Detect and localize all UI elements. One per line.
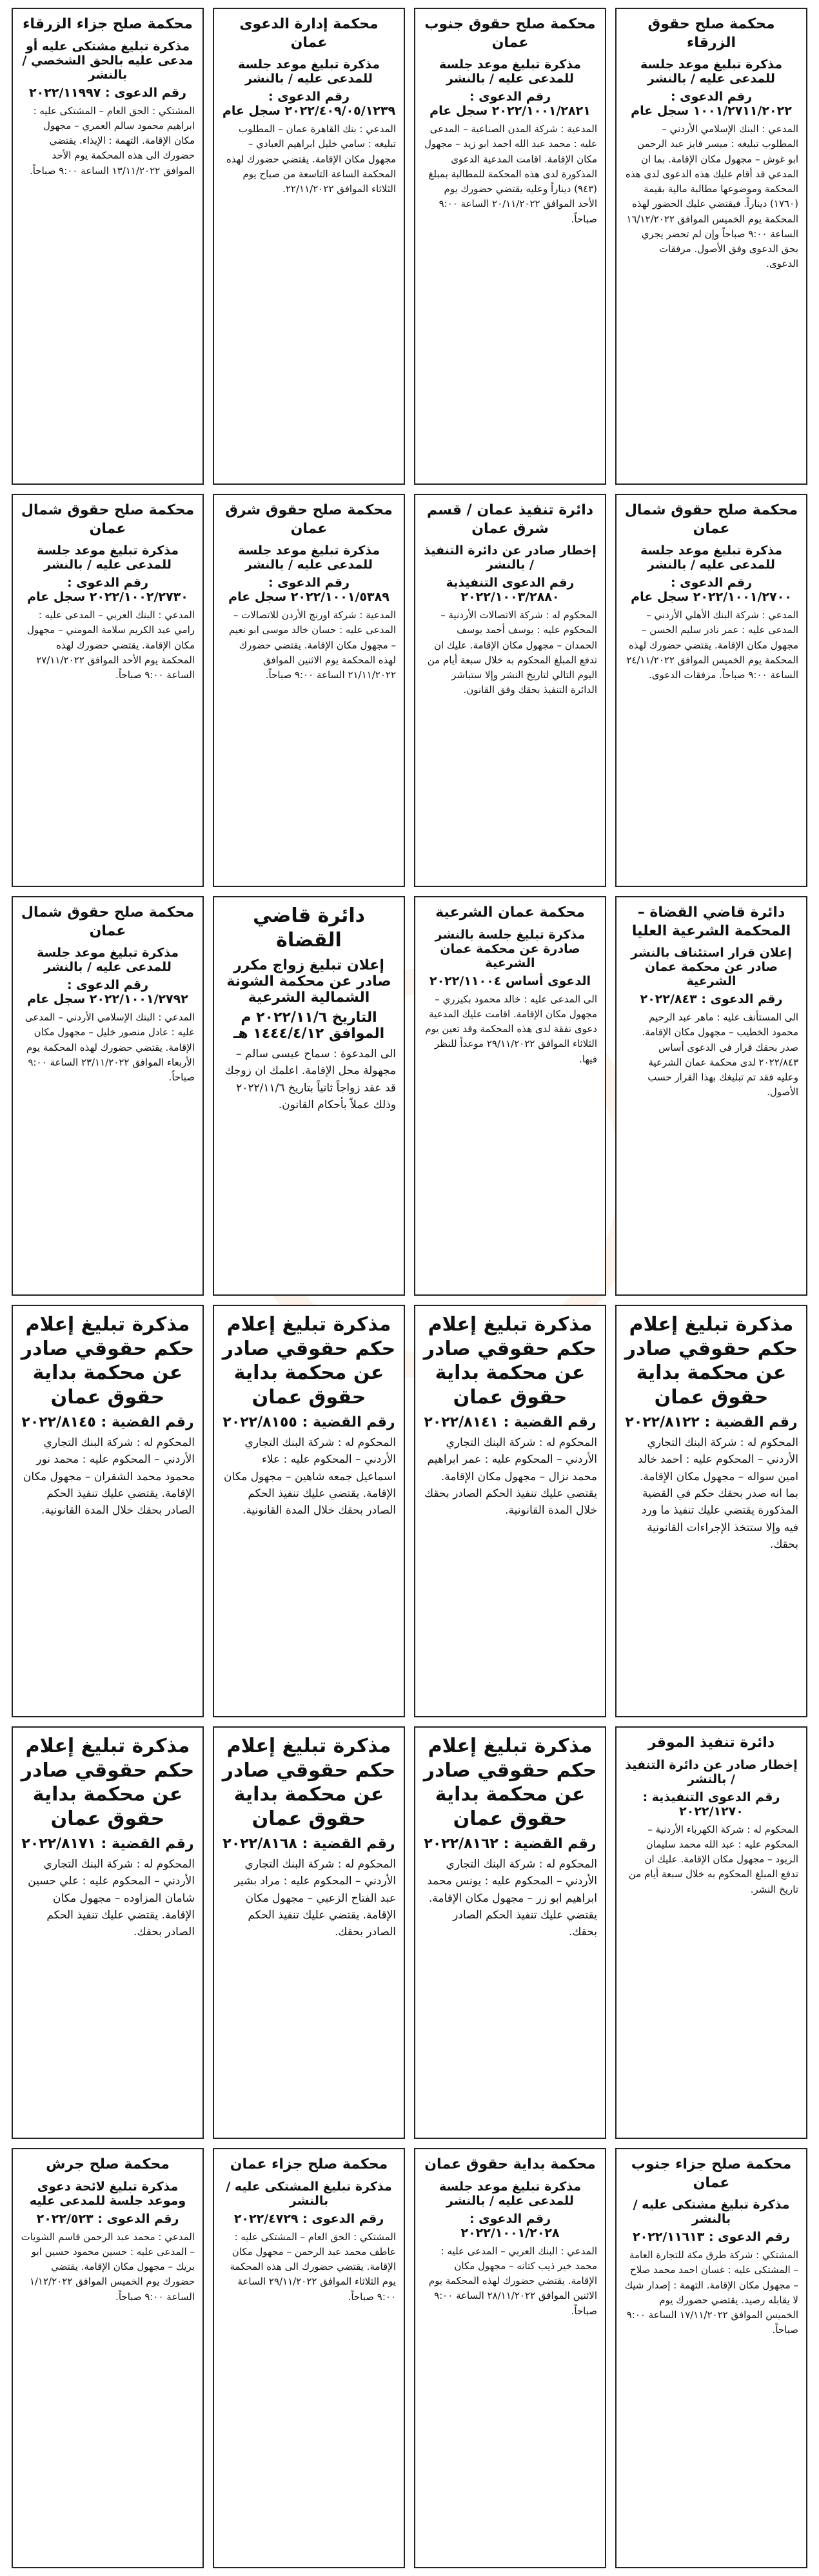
notice-body: المحكوم له : شركة الاتصالات الأردنية – المحكوم عليه : يوسف أحمد يوسف الحمدان – مجهول مكان الإقامة. عليك ان تدفع المبلغ المحكوم به خلال سبعة أيام من اليوم التالي لتاريخ النشر وإلا ستباشر الدائرة التنفيذ بحقك وفق القانون. <box>427 609 597 696</box>
notice-case-number: رقم الدعوى : ٢٠٢٢/٤٠٩/٠٥/١٢٣٩ سجل عام <box>222 90 396 119</box>
notice-court: مذكرة تبليغ إعلام حكم حقوقي صادر عن محكمة بداية حقوق عمان <box>624 1313 798 1409</box>
notice-body: المحكوم له : شركة البنك التجاري الأردني – المحكوم عليه : يونس محمد ابراهيم ابو زر – مجهول مكان الإقامة. يقتضي عليك تنفيذ الحكم الصادر بحقك. <box>427 1858 597 1939</box>
notice-body: المحكوم له : شركة البنك التجاري الأردني – المحكوم عليه : علاء اسماعيل جمعه شاهين – مجهول مكان الإقامة. يقتضي عليك تنفيذ الحكم الصادر بحقك خلال المدة القانونية. <box>224 1436 396 1517</box>
notice-court: محكمة صلح حقوق شمال عمان <box>21 904 195 939</box>
notice-court: مذكرة تبليغ إعلام حكم حقوقي صادر عن محكمة بداية حقوق عمان <box>21 1313 195 1409</box>
notice-court: محكمة صلح جزاء جنوب عمان <box>631 2156 792 2191</box>
notice-case-number: رقم الدعوى : ١٠٠١/٢٧١١/٢٠٢٢ سجل عام <box>631 90 792 119</box>
notice-title: مذكرة تبليغ موعد جلسة للمدعى عليه / بالنشر <box>37 946 179 975</box>
legal-notice <box>414 896 606 1296</box>
notice-court: مذكرة تبليغ إعلام حكم حقوقي صادر عن محكمة بداية حقوق عمان <box>222 1735 396 1830</box>
legal-notice <box>213 8 405 485</box>
legal-notice <box>213 1305 405 1717</box>
notice-title: مذكرة تبليغ موعد جلسة للمدعى عليه / بالنشر <box>238 57 380 86</box>
notice-case-number: رقم القضية : ٢٠٢٢/٨١٦٨ <box>222 1836 395 1852</box>
notice-body: المحكوم له : شركة البنك التجاري الأردني – المحكوم عليه : محمد نور محمود محمد الشقران – مجهول مكان الإقامة. يقتضي عليك تنفيذ الحكم الصادر بحقك خلال المدة القانونية. <box>23 1436 195 1517</box>
notice-title: مذكرة تبليغ موعد جلسة للمدعى عليه / بالنشر <box>439 57 581 86</box>
legal-notice <box>213 2148 405 2568</box>
notice-body: المدعي : شركة البنك الأهلي الأردني – المدعى عليه : عمر نادر سليم الحسن – مجهول مكان الإقامة. يقتضي حضورك لهذه المحكمة يوم الخميس الموافق ٢٤/١١/٢٠٢٢ الساعة ٩:٠٠ صباحاً. مرفقات الدعوى. <box>626 609 798 681</box>
notice-title: مذكرة تبليغ موعد جلسة للمدعى عليه / بالنشر <box>640 543 782 572</box>
notice-title: إعلان قرار استئناف بالنشر صادر عن محكمة عمان الشرعية <box>631 946 792 989</box>
notice-court: محكمة صلح جزاء الزرقاء <box>23 16 193 32</box>
notice-court: دائرة تنفيذ الموقر <box>647 1735 775 1751</box>
notice-court: مذكرة تبليغ إعلام حكم حقوقي صادر عن محكمة بداية حقوق عمان <box>21 1735 195 1830</box>
legal-notice <box>414 1726 606 2139</box>
notice-title: مذكرة تبليغ موعد جلسة للمدعى عليه / بالنشر <box>37 543 179 572</box>
notice-body: المشتكي : شركة طرق مكة للتجارة العامة – المشتكى عليه : غسان احمد محمد صلاح – مجهول مكان الإقامة. التهمة : إصدار شيك لا يقابله رصيد. يقتضي حضورك يوم الخميس الموافق ١٧/١١/٢٠٢٢ الساعة ٩:٠٠ صباحاً. <box>624 2249 798 2336</box>
notice-case-number: رقم الدعوى : ٢٠٢٢/١١٦١٣ <box>633 2230 790 2245</box>
notice-case-number: رقم الدعوى : ٢٠٢٢/١٠٠١/٢٧٠٠ سجل عام <box>631 576 792 605</box>
notice-case-number: رقم الدعوى : ٢٠٢٢/١٠٠١/٢٠٢٨ <box>460 2211 560 2240</box>
legal-notice <box>615 1305 807 1717</box>
notice-court: دائرة قاضي القضاة – المحكمة الشرعية العليا <box>631 904 791 939</box>
notice-court: محكمة صلح حقوق جنوب عمان <box>424 16 596 51</box>
legal-notice <box>213 896 405 1296</box>
notice-case-number: رقم الدعوى : ٢٠٢٢/١١٩٩٧ <box>29 85 186 100</box>
legal-notice <box>615 896 807 1296</box>
notice-case-number: رقم القضية : ٢٠٢٢/٨١٢٢ <box>625 1414 798 1430</box>
notice-body: المدعي : البنك الإسلامي الأردني – المطلوب تبليغه : ميسر فايز عبد الرحمن ابو غوش – مجهول مكان الإقامة. بما ان المدعي قد أقام عليك هذه الدعوى لدى هذه المحكمة وموضوعها مطالبة مالية بقيمة (١٧٦٠) ديناراً. فيقتضي عليك الحضور لهذه المحكمة يوم الخميس الموافق ١٦/١٢/٢٠٢٢ الساعة ٩:٠٠ صباحاً وإن لم تحضر يجري بحق الدعوى وفق الأصول. مرفقات الدعوى. <box>626 123 798 270</box>
notice-title: مذكرة تبليغ مشتكى عليه أو مدعى عليه بالحق الشخصي / بالنشر <box>22 39 193 82</box>
legal-notice <box>12 8 204 485</box>
notice-case-number: رقم الدعوى : ٢٠٢٢/٨٤٣ <box>640 992 783 1007</box>
notice-court: محكمة صلح جزاء عمان <box>230 2156 388 2172</box>
legal-notice <box>414 494 606 887</box>
legal-notice <box>12 2148 204 2568</box>
legal-notice <box>12 494 204 887</box>
legal-notice <box>615 494 807 887</box>
notice-title: مذكرة تبليغ موعد جلسة للمدعى عليه / بالنشر <box>238 543 380 572</box>
notice-case-number: رقم القضية : ٢٠٢٢/٨١٧١ <box>21 1836 194 1852</box>
notice-case-number: رقم القضية : ٢٠٢٢/٨١٤٥ <box>21 1414 194 1430</box>
legal-notice <box>414 1305 606 1717</box>
notice-body: المحكوم له : شركة الكهرباء الأردنية – المحكوم عليه : عبد الله محمد سليمان الزيود – مجهول مكان الإقامة. عليك ان تدفع المبلغ المحكوم به خلال سبعة أيام من تاريخ النشر. <box>628 1823 798 1895</box>
notice-title: إعلان تبليغ زواج مكرر صادر عن محكمة الشونة الشمالية الشرعية <box>226 957 391 1006</box>
notice-court: محكمة صلح حقوق شرق عمان <box>225 502 393 537</box>
notice-case-number: رقم الدعوى التنفيذية ٢٠٢٢/١٠٠٣/٢٨٨٠ <box>446 576 575 605</box>
notice-title: مذكرة تبليغ مشتكى عليه / بالنشر <box>633 2198 790 2227</box>
notice-court: محكمة صلح جرش <box>46 2156 170 2172</box>
legal-notice <box>12 896 204 1296</box>
legal-notice <box>615 1726 807 2139</box>
notice-body: الى المستأنف عليه : ماهر عبد الرحيم محمود الخطيب – مجهول مكان الإقامة. صدر بحقك قرار في الدعوى أساس ٢٠٢٢/٨٤٣ لدى محكمة عمان الشرعية وعليه فقد تم تبليغك بهذا القرار حسب الأصول. <box>642 1011 798 1098</box>
notice-case-number: رقم القضية : ٢٠٢٢/٨١٤١ <box>424 1414 597 1430</box>
notice-body: المحكوم له : شركة البنك التجاري الأردني – المحكوم عليه : علي حسين شامان المزاوده – مجهول مكان الإقامة. يقتضي عليك تنفيذ الحكم الصادر بحقك. <box>28 1858 195 1939</box>
notice-body: المدعي : محمد عبد الرحمن قاسم الشويات – المدعى عليه : حسين محمود حسين ابو بريك – مجهول مكان الإقامة. يقتضي حضورك يوم الخميس الموافق ١/١٢/٢٠٢٢ الساعة ٩:٠٠ صباحاً. <box>21 2230 195 2303</box>
notice-body: المدعي : البنك العربي – المدعى عليه : رامي عبد الكريم سلامة المومني – مجهول مكان الإقامة. يقتضي حضورك لهذه المحكمة يوم الأحد الموافق ٢٧/١١/٢٠٢٢ الساعة ٩:٠٠ صباحاً. <box>27 609 195 681</box>
legal-notice <box>213 1726 405 2139</box>
notice-court: محكمة صلح حقوق الزرقاء <box>647 16 775 51</box>
notice-case-number: رقم القضية : ٢٠٢٢/٨١٦٢ <box>424 1836 597 1852</box>
notice-body: المدعي : البنك الإسلامي الأردني – المدعى عليه : عادل منصور خليل – مجهول مكان الإقامة. يقتضي حضورك لهذه المحكمة يوم الأربعاء الموافق ٢٣/١١/٢٠٢٢ الساعة ٩:٠٠ صباحاً. <box>25 1011 195 1084</box>
notice-court: مذكرة تبليغ إعلام حكم حقوقي صادر عن محكمة بداية حقوق عمان <box>423 1735 597 1830</box>
legal-notice <box>414 2148 606 2568</box>
notice-body: المحكوم له : شركة البنك التجاري الأردني – المحكوم عليه : مراد بشير عبد الفتاح الزعبي – مجهول مكان الإقامة. يقتضي عليك تنفيذ الحكم الصادر بحقك. <box>234 1858 396 1939</box>
notice-case-number: الدعوى أساس ٢٠٢٢/١١٠٠٤ <box>429 973 591 988</box>
notice-court: محكمة صلح حقوق شمال عمان <box>624 502 798 537</box>
notice-title: مذكرة تبليغ موعد جلسة للمدعى عليه / بالنشر <box>640 57 782 86</box>
notice-court: محكمة صلح حقوق شمال عمان <box>21 502 195 537</box>
notice-title: مذكرة تبليغ المشتكى عليه / بالنشر <box>226 2179 392 2208</box>
notice-court: محكمة بداية حقوق عمان <box>424 2156 596 2172</box>
notice-body: الى المدعى عليه : خالد محمود بكيزري – مجهول مكان الإقامة. اقامت عليك المدعية دعوى نفقة لدى هذه المحكمة وقد تعين يوم الثلاثاء الموافق ٢٩/١١/٢٠٢٢ موعداً للنظر فيها. <box>425 993 597 1065</box>
notice-body: المدعية : شركة المدن الصناعية – المدعى عليه : محمد عبد الله احمد ابو زيد – مجهول مكان الإقامة. اقامت المدعية الدعوى المذكورة لدى هذه المحكمة للمطالبة بمبلغ (٩٤٣) ديناراً وعليه يقتضي حضورك يوم الأحد الموافق ٢٠/١١/٢٠٢٢ الساعة ٩:٠٠ صباحاً. <box>424 123 597 225</box>
notice-body: المشتكي : الحق العام – المشتكى عليه : ابراهيم محمود سالم العمري – مجهول مكان الإقامة. التهمة : الإيذاء. يقتضي حضورك الى هذه المحكمة يوم الأحد الموافق ١٣/١١/٢٠٢٢ الساعة ٩:٠٠ صباحاً. <box>29 104 195 177</box>
notice-body: المحكوم له : شركة البنك التجاري الأردني – المحكوم عليه : احمد خالد امين سواله – مجهول مكان الإقامة. بما انه صدر بحقك حكم في القضية المذكورة يقتضي عليك تنفيذ ما ورد فيه وإلا ستتخذ الإجراءات القانونية بحقك. <box>638 1436 798 1552</box>
notice-court: محكمة إدارة الدعوى عمان <box>239 16 379 51</box>
notice-case-number: رقم الدعوى : ٢٠٢٢/١٠٠١/٥٣٨٩ سجل عام <box>228 576 390 605</box>
notice-case-number: رقم الدعوى : ٢٠٢٢/١٠٠١/٢٨٢١ سجل عام <box>429 90 591 119</box>
notice-title: مذكرة تبليغ موعد جلسة للمدعى عليه / بالنشر <box>439 2179 581 2208</box>
notice-court: مذكرة تبليغ إعلام حكم حقوقي صادر عن محكمة بداية حقوق عمان <box>222 1313 396 1409</box>
notice-case-number: التاريخ ٢٠٢٢/١١/٦ م الموافق ١٤٤٤/٤/١٢ هـ <box>233 1010 385 1042</box>
notice-title: مذكرة تبليغ جلسة بالنشر صادرة عن محكمة عمان الشرعية <box>435 927 586 970</box>
notice-title: مذكرة تبليغ لائحة دعوى وموعد جلسة للمدعى عليه <box>29 2179 186 2208</box>
notice-case-number: رقم الدعوى : ٢٠٢٢/١٠٠١/٢٧٩٢ سجل عام <box>27 978 188 1007</box>
notice-body: المحكوم له : شركة البنك التجاري الأردني – المحكوم عليه : عمر ابراهيم محمد نزال – مجهول مكان الإقامة. يقتضي عليك تنفيذ الحكم الصادر بحقك خلال المدة القانونية. <box>424 1436 597 1517</box>
notice-body: الى المدعوة : سماح عيسى سالم – مجهولة محل الإقامة. اعلمك ان زوجك قد عقد زواجاً ثانياً بتاريخ ٢٠٢٢/١١/٦ وذلك عملاً بأحكام القانون. <box>224 1048 396 1112</box>
legal-notice <box>12 1305 204 1717</box>
notice-court: مذكرة تبليغ إعلام حكم حقوقي صادر عن محكمة بداية حقوق عمان <box>423 1313 597 1409</box>
notice-court: محكمة عمان الشرعية <box>435 904 585 921</box>
notice-court: دائرة قاضي القضاة <box>252 904 365 951</box>
notice-body: المدعي : بنك القاهرة عمان – المطلوب تبليغه : سامي خليل ابراهيم العبادي – مجهول مكان الإقامة. يقتضي حضورك لهذه المحكمة الساعة التاسعة من صباح يوم الثلاثاء الموافق ٢٢/١١/٢٠٢٢. <box>226 123 396 195</box>
notice-body: المدعية : شركة اورنج الأردن للاتصالات – المدعى عليه : حسان خالد موسى ابو نعيم – مجهول مكان الإقامة. يقتضي حضورك لهذه المحكمة يوم الاثنين الموافق ٢١/١١/٢٠٢٢ الساعة ٩:٠٠ صباحاً. <box>228 609 396 681</box>
notice-body: المشتكي : الحق العام – المشتكى عليه : عاطف محمد عبد الرحمن – مجهول مكان الإقامة. يقتضي حضورك الى هذه المحكمة يوم الثلاثاء الموافق ٢٩/١١/٢٠٢٢ الساعة ٩:٠٠ صباحاً. <box>230 2230 396 2303</box>
notice-body: المدعي : البنك العربي – المدعى عليه : محمد خير ذيب كتانه – مجهول مكان الإقامة. يقتضي حضورك لهذه المحكمة يوم الاثنين الموافق ٢٨/١١/٢٠٢٢ الساعة ٩:٠٠ صباحاً. <box>428 2245 597 2317</box>
legal-notice <box>414 8 606 485</box>
legal-notice <box>615 8 807 485</box>
notice-case-number: رقم الدعوى : ٢٠٢٢/١٠٠٢/٢٧٣٠ سجل عام <box>27 576 188 605</box>
notice-court: دائرة تنفيذ عمان / قسم شرق عمان <box>426 502 594 537</box>
notice-case-number: رقم القضية : ٢٠٢٢/٨١٥٥ <box>222 1414 395 1430</box>
notice-case-number: رقم الدعوى : ٢٠٢٢/٥٢٣ <box>36 2211 179 2226</box>
notice-title: إخطار صادر عن دائرة التنفيذ / بالنشر <box>424 543 597 572</box>
legal-notice <box>213 494 405 887</box>
legal-notice <box>615 2148 807 2568</box>
notice-case-number: رقم الدعوى التنفيذية : ٢٠٢٢/١٢٧٠ <box>642 1790 780 1819</box>
notice-case-number: رقم الدعوى : ٢٠٢٢/٤٧٢٩ <box>233 2211 384 2226</box>
notice-title: إخطار صادر عن دائرة التنفيذ / بالنشر <box>625 1757 798 1786</box>
legal-notice <box>12 1726 204 2139</box>
